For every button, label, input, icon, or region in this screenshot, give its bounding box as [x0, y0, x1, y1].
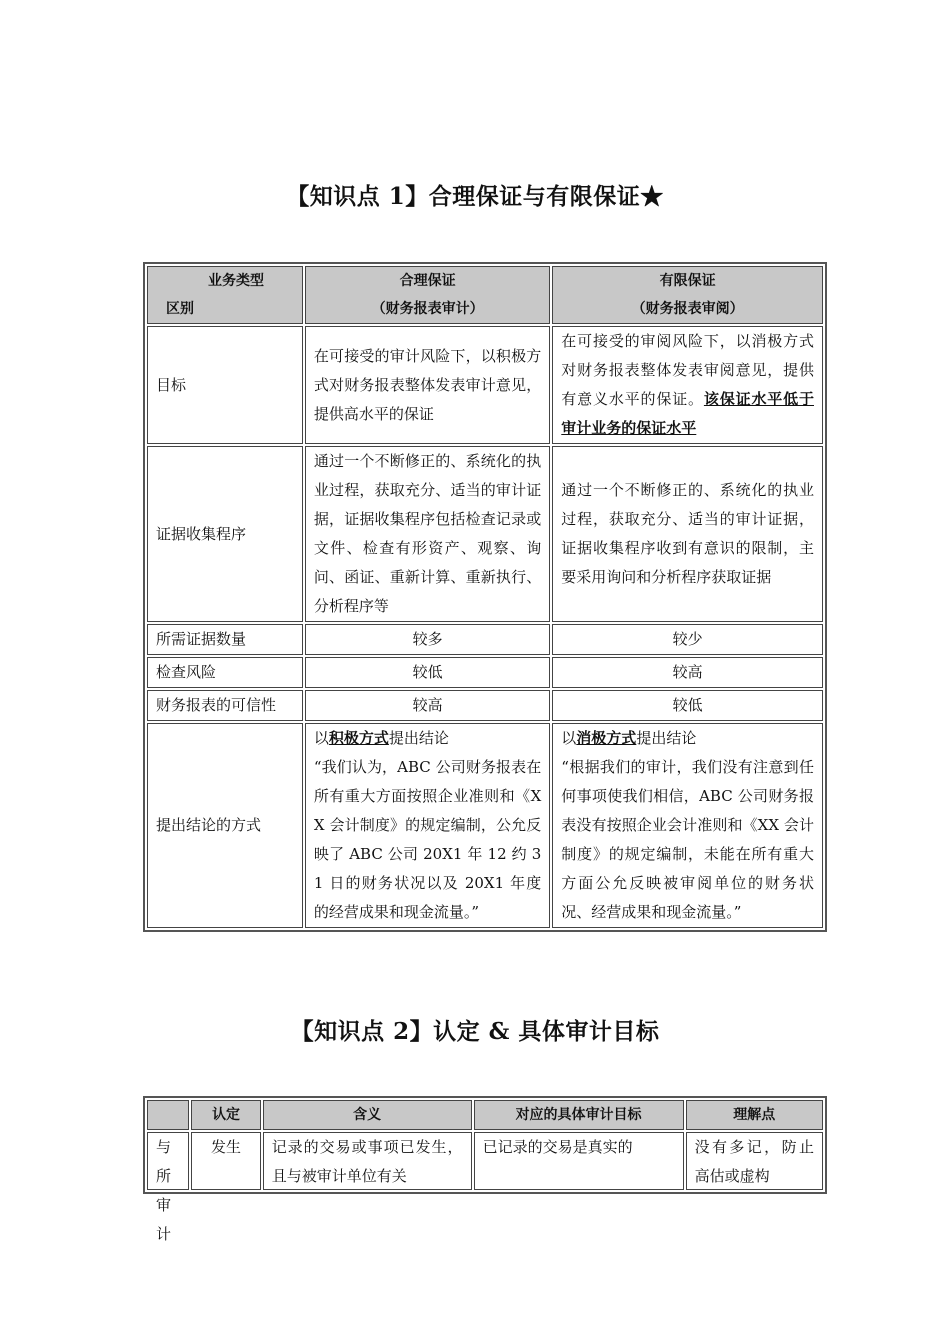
table-row-evidence-amount: [147, 624, 823, 655]
limited-header-line2: （财务报表审阅）: [631, 301, 744, 317]
row-label-evidence-amount: 所需证据数量: [147, 624, 303, 655]
corner-header-bottom: 区别: [166, 301, 194, 317]
row-label-detection-risk: 检查风险: [147, 657, 303, 688]
table-row-detection-risk: [147, 657, 823, 688]
conclusion-limited-quote: “根据我们的审计，我们没有注意到任何事项使我们相信，ABC 公司财务报表没有按照企业会计准则和《XX 会计制度》的规定编制，未能在所有重大方面公允反映被审阅单位的财务状况、经营成果和现金流量。”: [561, 758, 814, 921]
table-row-procedures: [147, 446, 823, 622]
note-text: 没有多记，防止高估或虚构: [694, 1138, 814, 1185]
section2-title: 【知识点 2】认定 & 具体审计目标: [290, 1018, 660, 1045]
conclusion-limited-post: 提出结论: [636, 729, 697, 747]
credibility-reasonable: 较高: [305, 690, 550, 721]
meaning-text: 记录的交易或事项已发生，且与被审计单位有关: [271, 1138, 463, 1185]
table-row-goal: [147, 326, 823, 444]
corner-header-top: 业务类型: [208, 273, 264, 289]
meaning-cell: [263, 1132, 472, 1190]
detection-risk-reasonable: 较低: [305, 657, 550, 688]
section1-title: 【知识点 1】合理保证与有限保证★: [286, 183, 664, 210]
goal-limited-cell: [552, 326, 823, 444]
conclusion-reasonable-post: 提出结论: [388, 729, 449, 747]
objective-cell: [474, 1132, 684, 1190]
procedures-reasonable-cell: 通过一个不断修正的、系统化的执业过程，获取充分、适当的审计证据，证据收集程序包括检查记录或文件、检查有形资产、观察、询问、函证、重新计算、重新执行、分析程序等: [305, 446, 550, 622]
reasonable-header-line1: 合理保证: [399, 273, 456, 289]
evidence-amount-limited: 较少: [552, 624, 823, 655]
conclusion-limited-pre: 以: [561, 729, 577, 747]
note-cell: [686, 1132, 823, 1190]
conclusion-limited-cell: [552, 723, 823, 928]
row-label-credibility: 财务报表的可信性: [147, 690, 303, 721]
table2-header-note: 理解点: [686, 1100, 823, 1130]
conclusion-reasonable-pre: 以: [313, 729, 329, 747]
conclusion-limited-emphasis: 消极方式: [576, 729, 637, 747]
table2-header-category: [147, 1100, 189, 1130]
detection-risk-limited: 较高: [552, 657, 823, 688]
credibility-limited: 较低: [552, 690, 823, 721]
row-label-goal: 目标: [147, 326, 303, 444]
goal-limited-text: 在可接受的审阅风险下，以消极方式对财务报表整体发表审阅意见，提供有意义水平的保证。: [561, 332, 814, 408]
goal-reasonable-cell: 在可接受的审计风险下，以积极方式对财务报表整体发表审计意见，提供高水平的保证: [305, 326, 550, 444]
table-header-row: [147, 266, 823, 324]
conclusion-reasonable-quote: “我们认为，ABC 公司财务报表在所有重大方面按照企业准则和《XX 会计制度》的规定编制，公允反映了 ABC 公司 20X1 年 12 约 31 日的财务状况以及 20X1 年度的经营成果和现金流量。”: [313, 758, 542, 921]
category-cell: [147, 1132, 189, 1243]
row-label-conclusion: 提出结论的方式: [147, 723, 303, 928]
category-text: 与所审计: [156, 1138, 172, 1243]
conclusion-reasonable-emphasis: 积极方式: [328, 729, 389, 747]
table2-header-meaning: 含义: [263, 1100, 472, 1130]
evidence-amount-reasonable: 较多: [305, 624, 550, 655]
assertion-cell: [191, 1132, 260, 1190]
table2-header-row: [147, 1100, 823, 1130]
table2-header-objective: 对应的具体审计目标: [474, 1100, 684, 1130]
table-row-credibility: [147, 690, 823, 721]
table-row-conclusion: [147, 723, 823, 928]
limited-assurance-header: [552, 266, 823, 324]
goal-limited-emphasis: 该保证水平低于审计业务的保证水平: [561, 390, 814, 437]
objective-text: 已记录的交易是真实的: [482, 1138, 633, 1156]
limited-header-line1: 有限保证: [659, 273, 716, 289]
assertion-text: 发生: [211, 1138, 242, 1156]
table-row: [147, 1132, 823, 1190]
assertion-objective-table: [143, 1096, 827, 1243]
reasonable-header-line2: （财务报表审计）: [371, 301, 484, 317]
corner-header-cell: [147, 266, 303, 324]
table2-header-assertion: 认定: [191, 1100, 260, 1130]
row-label-procedures: 证据收集程序: [147, 446, 303, 622]
conclusion-reasonable-cell: [305, 723, 550, 928]
assurance-comparison-table: [143, 262, 827, 932]
reasonable-assurance-header: [305, 266, 550, 324]
procedures-limited-cell: 通过一个不断修正的、系统化的执业过程，获取充分、适当的审计证据，证据收集程序收到有意识的限制，主要采用询问和分析程序获取证据: [552, 446, 823, 622]
